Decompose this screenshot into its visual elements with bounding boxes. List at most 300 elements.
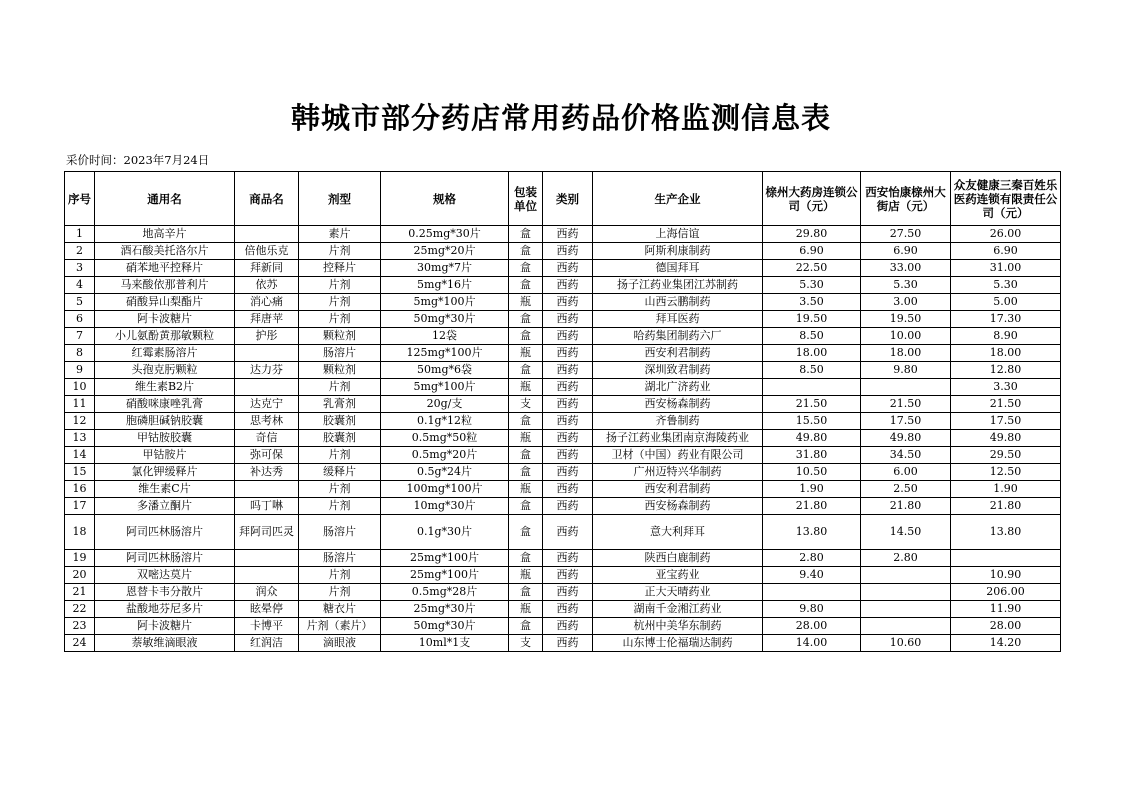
table-cell: 21.80 bbox=[763, 498, 861, 515]
table-cell: 盒 bbox=[509, 362, 543, 379]
table-cell: 西药 bbox=[543, 567, 593, 584]
table-cell: 19.50 bbox=[861, 311, 951, 328]
table-cell: 阿司匹林肠溶片 bbox=[95, 515, 235, 550]
table-cell: 8.50 bbox=[763, 328, 861, 345]
table-cell: 肠溶片 bbox=[299, 550, 381, 567]
table-cell: 西药 bbox=[543, 413, 593, 430]
table-cell: 0.5mg*28片 bbox=[381, 584, 509, 601]
table-cell: 34.50 bbox=[861, 447, 951, 464]
table-row bbox=[65, 243, 1061, 260]
table-cell: 15 bbox=[65, 464, 95, 481]
table-cell: 拜唐苹 bbox=[235, 311, 299, 328]
table-cell: 盒 bbox=[509, 515, 543, 550]
table-row bbox=[65, 567, 1061, 584]
table-cell: 49.80 bbox=[861, 430, 951, 447]
table-cell: 西药 bbox=[543, 260, 593, 277]
table-cell: 13.80 bbox=[763, 515, 861, 550]
table-cell: 缓释片 bbox=[299, 464, 381, 481]
table-cell: 西药 bbox=[543, 618, 593, 635]
table-cell: 5.00 bbox=[951, 294, 1061, 311]
table-cell: 红霉素肠溶片 bbox=[95, 345, 235, 362]
table-cell: 盒 bbox=[509, 311, 543, 328]
table-cell: 8.90 bbox=[951, 328, 1061, 345]
table-cell: 瓶 bbox=[509, 430, 543, 447]
table-cell: 10 bbox=[65, 379, 95, 396]
table-cell: 片剂 bbox=[299, 311, 381, 328]
table-row bbox=[65, 379, 1061, 396]
table-cell: 22 bbox=[65, 601, 95, 618]
table-cell: 盒 bbox=[509, 328, 543, 345]
table-cell: 盒 bbox=[509, 498, 543, 515]
table-cell: 33.00 bbox=[861, 260, 951, 277]
table-cell: 广州迈特兴华制药 bbox=[593, 464, 763, 481]
table-cell: 3.00 bbox=[861, 294, 951, 311]
table-cell: 拜新同 bbox=[235, 260, 299, 277]
table-cell: 21.50 bbox=[951, 396, 1061, 413]
table-cell: 瓶 bbox=[509, 481, 543, 498]
table-cell: 胶囊剂 bbox=[299, 430, 381, 447]
table-cell: 18.00 bbox=[951, 345, 1061, 362]
table-row bbox=[65, 635, 1061, 652]
table-cell: 亚宝药业 bbox=[593, 567, 763, 584]
header-cell: 通用名 bbox=[95, 172, 235, 226]
table-cell bbox=[235, 345, 299, 362]
table-cell: 小儿氨酚黄那敏颗粒 bbox=[95, 328, 235, 345]
table-cell: 瓶 bbox=[509, 567, 543, 584]
header-cell: 剂型 bbox=[299, 172, 381, 226]
table-cell: 卫材（中国）药业有限公司 bbox=[593, 447, 763, 464]
table-cell: 西药 bbox=[543, 447, 593, 464]
table-cell: 西药 bbox=[543, 328, 593, 345]
table-cell: 盒 bbox=[509, 277, 543, 294]
table-cell: 17.50 bbox=[951, 413, 1061, 430]
table-row bbox=[65, 447, 1061, 464]
table-cell: 片剂 bbox=[299, 277, 381, 294]
table-cell: 14.00 bbox=[763, 635, 861, 652]
table-cell: 5mg*16片 bbox=[381, 277, 509, 294]
table-cell: 扬子江药业集团江苏制药 bbox=[593, 277, 763, 294]
table-cell: 6.90 bbox=[951, 243, 1061, 260]
table-cell: 补达秀 bbox=[235, 464, 299, 481]
table-cell: 片剂 bbox=[299, 243, 381, 260]
table-cell bbox=[235, 481, 299, 498]
table-cell: 片剂（素片） bbox=[299, 618, 381, 635]
table-cell: 10.90 bbox=[951, 567, 1061, 584]
table-cell: 10.60 bbox=[861, 635, 951, 652]
table-cell: 支 bbox=[509, 635, 543, 652]
table-cell: 27.50 bbox=[861, 226, 951, 243]
table-row bbox=[65, 226, 1061, 243]
table-body bbox=[65, 226, 1061, 652]
table-cell: 7 bbox=[65, 328, 95, 345]
table-cell: 0.5g*24片 bbox=[381, 464, 509, 481]
table-cell: 消心痛 bbox=[235, 294, 299, 311]
table-cell: 盒 bbox=[509, 243, 543, 260]
table-row bbox=[65, 464, 1061, 481]
table-cell: 维生素B2片 bbox=[95, 379, 235, 396]
table-cell: 0.5mg*20片 bbox=[381, 447, 509, 464]
table-cell: 12.50 bbox=[951, 464, 1061, 481]
table-cell: 4 bbox=[65, 277, 95, 294]
table-cell: 硝酸异山梨酯片 bbox=[95, 294, 235, 311]
table-cell: 拜阿司匹灵 bbox=[235, 515, 299, 550]
table-cell: 50mg*30片 bbox=[381, 618, 509, 635]
table-cell: 正大天晴药业 bbox=[593, 584, 763, 601]
table-cell: 29.50 bbox=[951, 447, 1061, 464]
table-cell: 12 bbox=[65, 413, 95, 430]
table-cell: 12袋 bbox=[381, 328, 509, 345]
table-cell: 西药 bbox=[543, 396, 593, 413]
table-row bbox=[65, 311, 1061, 328]
table-cell bbox=[861, 601, 951, 618]
table-cell bbox=[235, 550, 299, 567]
table-cell bbox=[861, 567, 951, 584]
table-cell: 片剂 bbox=[299, 498, 381, 515]
table-cell: 西安杨森制药 bbox=[593, 498, 763, 515]
survey-date: 采价时间：2023年7月24日 bbox=[66, 153, 210, 167]
table-cell: 乳膏剂 bbox=[299, 396, 381, 413]
header-cell: 商品名 bbox=[235, 172, 299, 226]
table-cell: 盒 bbox=[509, 413, 543, 430]
table-row bbox=[65, 515, 1061, 550]
table-cell: 山东博士伦福瑞达制药 bbox=[593, 635, 763, 652]
table-cell: 西药 bbox=[543, 362, 593, 379]
table-cell: 西药 bbox=[543, 498, 593, 515]
table-cell: 肠溶片 bbox=[299, 345, 381, 362]
table-cell: 片剂 bbox=[299, 567, 381, 584]
table-cell: 达克宁 bbox=[235, 396, 299, 413]
table-cell: 0.1g*12粒 bbox=[381, 413, 509, 430]
table-cell: 盒 bbox=[509, 464, 543, 481]
table-row bbox=[65, 294, 1061, 311]
table-cell: 眩晕停 bbox=[235, 601, 299, 618]
table-header-row bbox=[65, 172, 1061, 226]
table-row bbox=[65, 601, 1061, 618]
table-cell: 头孢克肟颗粒 bbox=[95, 362, 235, 379]
table-cell: 酒石酸美托洛尔片 bbox=[95, 243, 235, 260]
table-cell: 多潘立酮片 bbox=[95, 498, 235, 515]
header-cell: 包装单位 bbox=[509, 172, 543, 226]
table-cell: 西药 bbox=[543, 311, 593, 328]
table-cell: 31.80 bbox=[763, 447, 861, 464]
table-cell: 18 bbox=[65, 515, 95, 550]
table-cell: 11 bbox=[65, 396, 95, 413]
table-cell: 恩替卡韦分散片 bbox=[95, 584, 235, 601]
table-cell: 100mg*100片 bbox=[381, 481, 509, 498]
table-cell: 1 bbox=[65, 226, 95, 243]
table-cell bbox=[235, 567, 299, 584]
table-cell: 德国拜耳 bbox=[593, 260, 763, 277]
table-cell: 49.80 bbox=[763, 430, 861, 447]
table-cell: 9 bbox=[65, 362, 95, 379]
table-cell: 盒 bbox=[509, 447, 543, 464]
table-cell: 倍他乐克 bbox=[235, 243, 299, 260]
table-cell: 盒 bbox=[509, 550, 543, 567]
table-cell: 硝酸咪康唑乳膏 bbox=[95, 396, 235, 413]
table-cell: 盒 bbox=[509, 260, 543, 277]
table-cell: 齐鲁制药 bbox=[593, 413, 763, 430]
table-cell: 控释片 bbox=[299, 260, 381, 277]
table-cell: 5 bbox=[65, 294, 95, 311]
table-cell: 瓶 bbox=[509, 379, 543, 396]
table-cell: 11.90 bbox=[951, 601, 1061, 618]
table-cell: 20 bbox=[65, 567, 95, 584]
table-cell: 氯化钾缓释片 bbox=[95, 464, 235, 481]
table-cell: 2.80 bbox=[861, 550, 951, 567]
table-cell: 西药 bbox=[543, 481, 593, 498]
table-cell: 50mg*6袋 bbox=[381, 362, 509, 379]
table-cell: 盒 bbox=[509, 584, 543, 601]
table-cell: 21.80 bbox=[951, 498, 1061, 515]
table-cell: 杭州中美华东制药 bbox=[593, 618, 763, 635]
table-cell: 支 bbox=[509, 396, 543, 413]
table-cell: 红润洁 bbox=[235, 635, 299, 652]
table-cell: 1.90 bbox=[763, 481, 861, 498]
table-cell: 6.00 bbox=[861, 464, 951, 481]
table-cell: 10mg*30片 bbox=[381, 498, 509, 515]
table-cell: 26.00 bbox=[951, 226, 1061, 243]
table-cell: 25mg*20片 bbox=[381, 243, 509, 260]
table-cell: 甲钴胺胶囊 bbox=[95, 430, 235, 447]
table-cell: 24 bbox=[65, 635, 95, 652]
table-cell: 5.30 bbox=[861, 277, 951, 294]
table-cell: 23 bbox=[65, 618, 95, 635]
table-cell: 扬子江药业集团南京海陵药业 bbox=[593, 430, 763, 447]
table-cell: 2.80 bbox=[763, 550, 861, 567]
table-cell: 糖衣片 bbox=[299, 601, 381, 618]
table-cell: 25mg*100片 bbox=[381, 550, 509, 567]
table-cell: 25mg*100片 bbox=[381, 567, 509, 584]
table-cell: 25mg*30片 bbox=[381, 601, 509, 618]
table-cell: 206.00 bbox=[951, 584, 1061, 601]
table-cell: 片剂 bbox=[299, 294, 381, 311]
table-cell: 西药 bbox=[543, 379, 593, 396]
table-cell: 片剂 bbox=[299, 584, 381, 601]
table-cell: 14.20 bbox=[951, 635, 1061, 652]
table-cell: 马来酸依那普利片 bbox=[95, 277, 235, 294]
table-cell: 50mg*30片 bbox=[381, 311, 509, 328]
table-cell: 瓶 bbox=[509, 294, 543, 311]
header-cell: 规格 bbox=[381, 172, 509, 226]
table-cell: 19.50 bbox=[763, 311, 861, 328]
table-cell: 西药 bbox=[543, 464, 593, 481]
table-row bbox=[65, 328, 1061, 345]
table-cell: 阿斯利康制药 bbox=[593, 243, 763, 260]
table-cell: 17.50 bbox=[861, 413, 951, 430]
table-cell: 奇信 bbox=[235, 430, 299, 447]
table-cell: 西药 bbox=[543, 584, 593, 601]
table-row bbox=[65, 260, 1061, 277]
table-cell: 片剂 bbox=[299, 379, 381, 396]
table-cell: 西药 bbox=[543, 601, 593, 618]
table-cell: 10ml*1支 bbox=[381, 635, 509, 652]
table-cell: 上海信谊 bbox=[593, 226, 763, 243]
table-row bbox=[65, 345, 1061, 362]
table-cell: 17.30 bbox=[951, 311, 1061, 328]
table-cell: 18.00 bbox=[763, 345, 861, 362]
table-cell: 5.30 bbox=[763, 277, 861, 294]
table-cell: 阿卡波糖片 bbox=[95, 618, 235, 635]
header-cell: 序号 bbox=[65, 172, 95, 226]
table-cell: 素片 bbox=[299, 226, 381, 243]
table-cell: 哈药集团制药六厂 bbox=[593, 328, 763, 345]
header-cell: 西安怡康榇州大街店（元） bbox=[861, 172, 951, 226]
table-row bbox=[65, 396, 1061, 413]
table-cell: 21.80 bbox=[861, 498, 951, 515]
table-cell: 西药 bbox=[543, 226, 593, 243]
table-cell: 28.00 bbox=[763, 618, 861, 635]
header-cell: 生产企业 bbox=[593, 172, 763, 226]
table-cell: 125mg*100片 bbox=[381, 345, 509, 362]
table-cell: 10.50 bbox=[763, 464, 861, 481]
table-cell: 0.25mg*30片 bbox=[381, 226, 509, 243]
table-cell: 甲钴胺片 bbox=[95, 447, 235, 464]
table-row bbox=[65, 430, 1061, 447]
table-cell: 达力芬 bbox=[235, 362, 299, 379]
table-cell: 瓶 bbox=[509, 601, 543, 618]
table-cell: 14.50 bbox=[861, 515, 951, 550]
table-cell: 润众 bbox=[235, 584, 299, 601]
table-cell: 0.5mg*50粒 bbox=[381, 430, 509, 447]
table-cell: 15.50 bbox=[763, 413, 861, 430]
table-row bbox=[65, 362, 1061, 379]
table-cell: 瓶 bbox=[509, 345, 543, 362]
table-cell: 拜耳医药 bbox=[593, 311, 763, 328]
table-cell: 28.00 bbox=[951, 618, 1061, 635]
table-cell: 5mg*100片 bbox=[381, 294, 509, 311]
table-cell: 湖北广济药业 bbox=[593, 379, 763, 396]
table-cell: 西药 bbox=[543, 277, 593, 294]
table-row bbox=[65, 584, 1061, 601]
table-cell: 盒 bbox=[509, 226, 543, 243]
table-cell bbox=[235, 379, 299, 396]
table-cell: 8 bbox=[65, 345, 95, 362]
table-cell: 21 bbox=[65, 584, 95, 601]
table-cell: 西药 bbox=[543, 345, 593, 362]
table-row bbox=[65, 413, 1061, 430]
table-cell: 3.30 bbox=[951, 379, 1061, 396]
table-cell: 卡博平 bbox=[235, 618, 299, 635]
table-cell: 思考林 bbox=[235, 413, 299, 430]
table-cell: 西药 bbox=[543, 515, 593, 550]
table-cell: 阿司匹林肠溶片 bbox=[95, 550, 235, 567]
table-cell: 盒 bbox=[509, 618, 543, 635]
table-cell: 维生素C片 bbox=[95, 481, 235, 498]
table-cell: 20g/支 bbox=[381, 396, 509, 413]
table-cell: 14 bbox=[65, 447, 95, 464]
table-cell: 13 bbox=[65, 430, 95, 447]
table-cell: 片剂 bbox=[299, 481, 381, 498]
table-cell: 肠溶片 bbox=[299, 515, 381, 550]
table-cell: 西安杨森制药 bbox=[593, 396, 763, 413]
table-cell bbox=[861, 584, 951, 601]
table-cell: 双嘧达莫片 bbox=[95, 567, 235, 584]
table-cell: 依苏 bbox=[235, 277, 299, 294]
table-row bbox=[65, 550, 1061, 567]
header-cell: 众友健康三秦百姓乐医药连锁有限责任公司（元） bbox=[951, 172, 1061, 226]
table-row bbox=[65, 481, 1061, 498]
table-cell: 西安利君制药 bbox=[593, 481, 763, 498]
table-cell: 胞磷胆碱钠胶囊 bbox=[95, 413, 235, 430]
table-cell: 2 bbox=[65, 243, 95, 260]
table-cell: 3.50 bbox=[763, 294, 861, 311]
table-cell: 18.00 bbox=[861, 345, 951, 362]
table-row bbox=[65, 277, 1061, 294]
table-cell: 22.50 bbox=[763, 260, 861, 277]
table-cell: 16 bbox=[65, 481, 95, 498]
table-cell: 17 bbox=[65, 498, 95, 515]
table-cell: 49.80 bbox=[951, 430, 1061, 447]
table-cell: 吗丁啉 bbox=[235, 498, 299, 515]
table-cell bbox=[861, 379, 951, 396]
table-cell: 29.80 bbox=[763, 226, 861, 243]
table-cell: 5.30 bbox=[951, 277, 1061, 294]
table-cell: 弥可保 bbox=[235, 447, 299, 464]
table-cell: 21.50 bbox=[763, 396, 861, 413]
table-cell bbox=[763, 379, 861, 396]
header-cell: 类别 bbox=[543, 172, 593, 226]
table-cell: 西药 bbox=[543, 243, 593, 260]
table-cell: 30mg*7片 bbox=[381, 260, 509, 277]
table-cell: 9.80 bbox=[763, 601, 861, 618]
table-cell: 片剂 bbox=[299, 447, 381, 464]
table-cell: 胶囊剂 bbox=[299, 413, 381, 430]
table-cell: 6.90 bbox=[763, 243, 861, 260]
table-row bbox=[65, 618, 1061, 635]
table-cell: 深圳致君制药 bbox=[593, 362, 763, 379]
table-cell: 滴眼液 bbox=[299, 635, 381, 652]
table-cell: 硝苯地平控释片 bbox=[95, 260, 235, 277]
table-cell: 西药 bbox=[543, 550, 593, 567]
table-cell: 地高辛片 bbox=[95, 226, 235, 243]
table-cell bbox=[951, 550, 1061, 567]
table-cell: 9.40 bbox=[763, 567, 861, 584]
table-cell bbox=[861, 618, 951, 635]
table-cell: 31.00 bbox=[951, 260, 1061, 277]
table-cell: 山西云鹏制药 bbox=[593, 294, 763, 311]
header-cell: 榇州大药房连锁公司（元） bbox=[763, 172, 861, 226]
table-cell: 西药 bbox=[543, 635, 593, 652]
table-cell: 萘敏维滴眼液 bbox=[95, 635, 235, 652]
table-cell: 2.50 bbox=[861, 481, 951, 498]
table-cell: 颗粒剂 bbox=[299, 328, 381, 345]
table-cell: 6 bbox=[65, 311, 95, 328]
table-cell: 3 bbox=[65, 260, 95, 277]
table-cell bbox=[235, 226, 299, 243]
table-cell: 护彤 bbox=[235, 328, 299, 345]
table-cell: 6.90 bbox=[861, 243, 951, 260]
table-cell: 阿卡波糖片 bbox=[95, 311, 235, 328]
table-cell: 陕西白鹿制药 bbox=[593, 550, 763, 567]
table-cell: 湖南千金湘江药业 bbox=[593, 601, 763, 618]
price-table bbox=[64, 171, 1061, 652]
table-cell: 5mg*100片 bbox=[381, 379, 509, 396]
table-cell: 颗粒剂 bbox=[299, 362, 381, 379]
table-cell: 19 bbox=[65, 550, 95, 567]
table-cell: 13.80 bbox=[951, 515, 1061, 550]
table-cell: 西安利君制药 bbox=[593, 345, 763, 362]
table-cell: 意大利拜耳 bbox=[593, 515, 763, 550]
table-cell: 西药 bbox=[543, 430, 593, 447]
table-cell: 9.80 bbox=[861, 362, 951, 379]
table-cell: 盐酸地芬尼多片 bbox=[95, 601, 235, 618]
table-cell: 西药 bbox=[543, 294, 593, 311]
page-title: 韩城市部分药店常用药品价格监测信息表 bbox=[290, 101, 831, 135]
table-cell: 21.50 bbox=[861, 396, 951, 413]
table-row bbox=[65, 498, 1061, 515]
table-cell: 8.50 bbox=[763, 362, 861, 379]
table-cell: 1.90 bbox=[951, 481, 1061, 498]
